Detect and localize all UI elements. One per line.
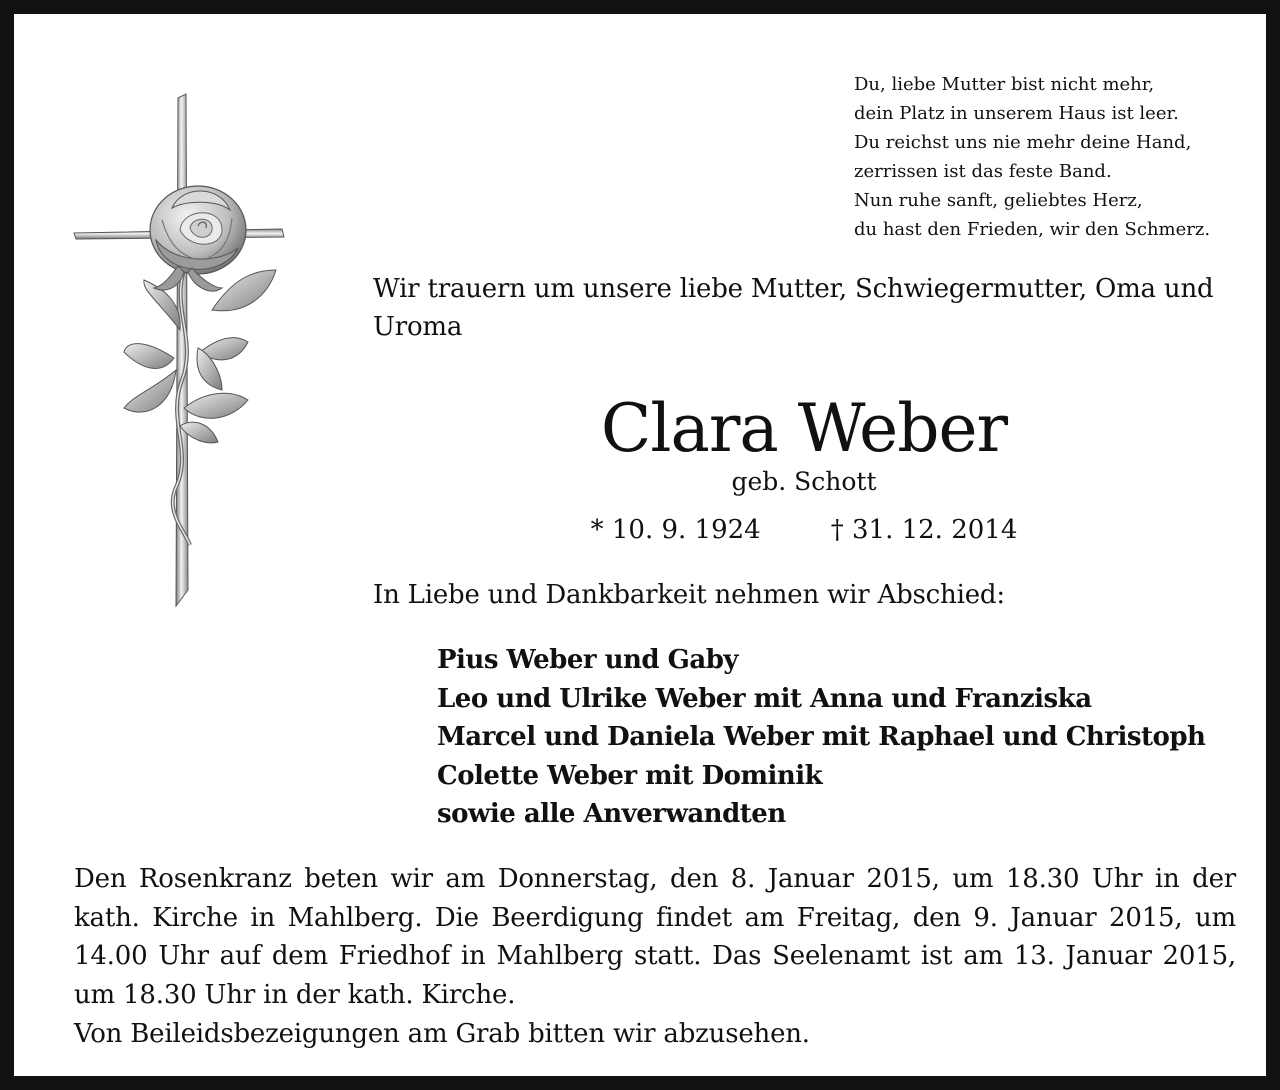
deceased-name: Clara Weber (600, 390, 1008, 467)
mourners-list (437, 641, 1277, 834)
death-date: † 31. 12. 2014 (830, 515, 1018, 545)
mourner-entry: Colette Weber mit Dominik (437, 760, 823, 791)
mourner-entry: Marcel und Daniela Weber mit Raphael und Christoph (437, 722, 1206, 752)
mourner-entry: Leo und Ulrike Weber mit Anna und Franziska (437, 683, 1092, 714)
poem-line: Nun ruhe sanft, geliebtes Herz, (854, 190, 1143, 211)
mourner-entry: sowie alle Anverwandten (437, 799, 786, 829)
poem-line: Du reichst uns nie mehr deine Hand, (854, 132, 1192, 153)
service-details: Den Rosenkranz beten wir am Donnerstag, den 8. Januar 2015, um 18.30 Uhr in der kath. Kirche in Mahlberg. Die Beerdigung findet am Freitag, den 9. Januar 2015, um 14.00 Uhr auf dem Friedhof in Mahlberg statt. Das Seelenamt ist am 13. Januar 2015, um 18.30 Uhr in der kath. Kirche. (74, 864, 1236, 1010)
mourner-entry: Pius Weber und Gaby (437, 645, 738, 675)
poem (854, 70, 1254, 244)
life-dates (374, 511, 1234, 549)
poem-line: zerrissen ist das feste Band. (854, 161, 1112, 182)
condolence-note: Von Beileidsbezeigungen am Grab bitten wir abzusehen. (74, 1019, 810, 1049)
poem-line: Du, liebe Mutter bist nicht mehr, (854, 74, 1155, 95)
poem-line: du hast den Frieden, wir den Schmerz. (854, 219, 1211, 240)
mourning-intro (373, 270, 1243, 346)
mourning-intro-line: Uroma (373, 312, 463, 342)
maiden-name: geb. Schott (731, 467, 877, 496)
farewell-line: In Liebe und Dankbarkeit nehmen wir Abschied: (373, 580, 1005, 610)
cross-with-rose-icon (72, 90, 286, 610)
birth-date: * 10. 9. 1924 (590, 515, 761, 545)
mourning-intro-line: Wir trauern um unsere liebe Mutter, Schwiegermutter, Oma und (373, 274, 1214, 304)
poem-line: dein Platz in unserem Haus ist leer. (854, 103, 1179, 124)
